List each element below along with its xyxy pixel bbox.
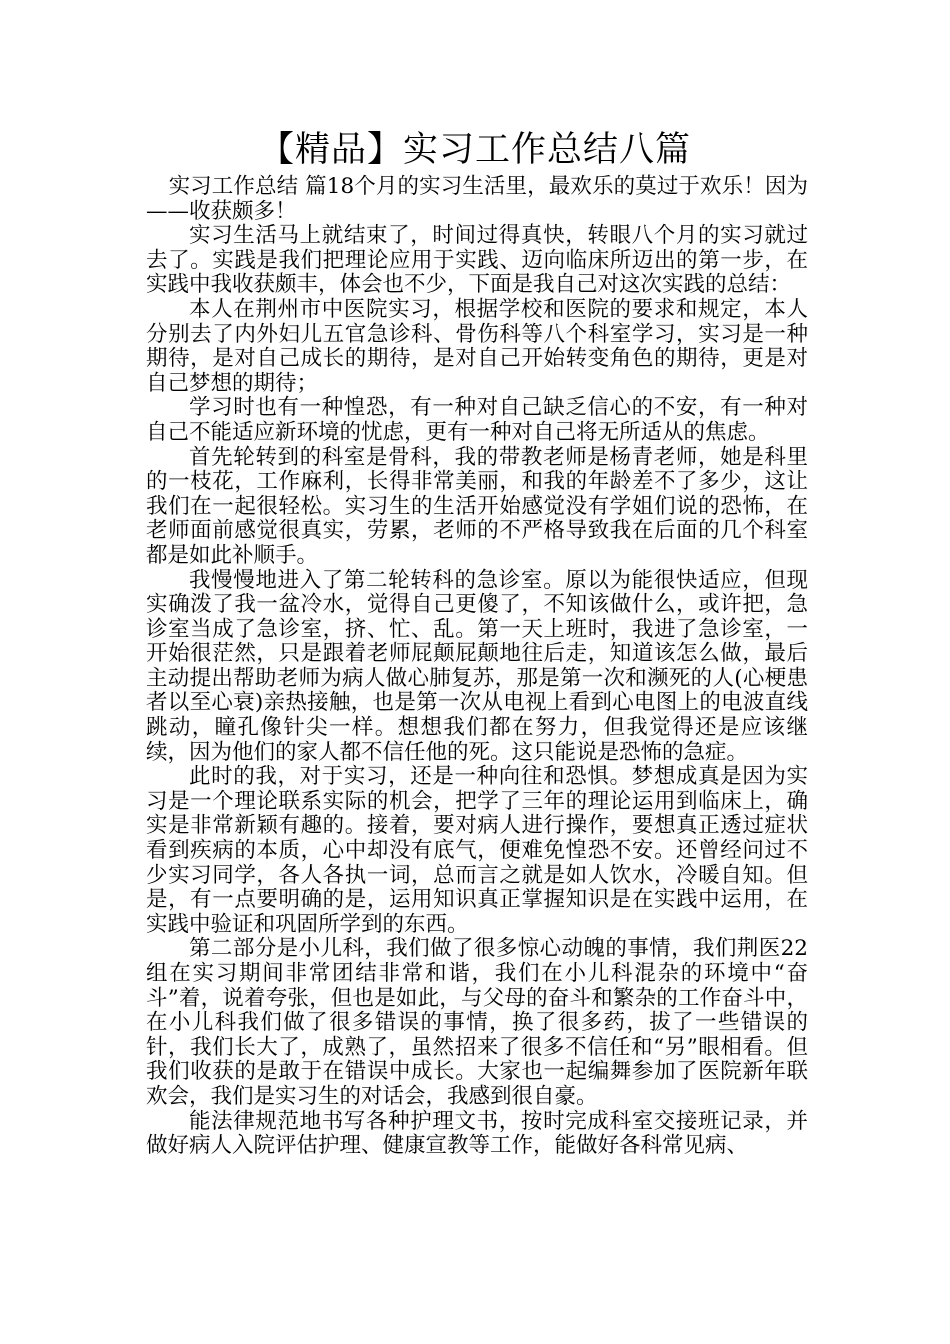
paragraph-emergency-room: 我慢慢地进入了第二轮转科的急诊室。原以为能很快适应，但现实确泼了我一盆冷水，觉得自己更傻了，不知该做什么，或许把，急诊室当成了急诊室，挤、忙、乱。第一天上班时，我进了急诊室，一开始很茫然，只是跟着老师屁颠屁颠地往后走，知道该怎么做，最后主动提出帮助老师为病人做心肺复苏，那是第一次和濒死的人(心梗患者以至心衰)亲热接触，也是第一次从电视上看到心电图上的电波直线跳动，瞳孔像针尖一样。想想我们都在努力，但我觉得还是应该继续，因为他们的家人都不信任他的死。这只能说是恐怖的急症。 [146, 567, 808, 765]
paragraph-summary-lead: 实习生活马上就结束了，时间过得真快，转眼八个月的实习就过去了。实践是我们把理论应用于实践、迈向临床所迈出的第一步，在实践中我收获颇丰，体会也不少，下面是我自己对这次实践的总结： [146, 223, 808, 298]
paragraph-internship-location: 本人在荆州市中医院实习，根据学校和医院的要求和规定，本人分别去了内外妇儿五官急诊科、骨伤科等八个科室学习，实习是一种期待，是对自己成长的期待，是对自己开始转变角色的期待，更是对自己梦想的期待； [146, 296, 808, 396]
paragraph-nursing-documents: 能法律规范地书写各种护理文书，按时完成科室交接班记录，并做好病人入院评估护理、健康宣教等工作，能做好各科常见病、 [146, 1108, 808, 1159]
paragraph-orthopedics: 首先轮转到的科室是骨科，我的带教老师是杨青老师，她是科里的一枝花，工作麻利，长得非常美丽，和我的年龄差不了多少，这让我们在一起很轻松。实习生的生活开始感觉没有学姐们说的恐怖，在老师面前感觉很真实，劳累，老师的不严格导致我在后面的几个科室都是如此补顺手。 [146, 444, 808, 568]
paragraph-pediatrics: 第二部分是小儿科，我们做了很多惊心动魄的事情，我们荆医22组在实习期间非常团结非常和谐，我们在小儿科混杂的环境中“奋斗”着，说着夸张，但也是如此，与父母的奋斗和繁杂的工作奋斗中，在小儿科我们做了很多错误的事情，换了很多药，拔了一些错误的针，我们长大了，成熟了，虽然招来了很多不信任和“另”眼相看。但我们收获的是敢于在错误中成长。大家也一起编舞参加了医院新年联欢会，我们是实习生的对话会，我感到很自豪。 [146, 936, 808, 1109]
paragraph-intro: 实习工作总结 篇18个月的实习生活里，最欢乐的莫过于欢乐！因为——收获颇多！ [146, 174, 808, 224]
paragraph-anxiety: 学习时也有一种惶恐，有一种对自己缺乏信心的不安，有一种对自己不能适应新环境的忧虑，更有一种对自己将无所适从的焦虑。 [146, 395, 808, 445]
document-body [146, 175, 808, 1159]
paragraph-reflection: 此时的我，对于实习，还是一种向往和恐惧。梦想成真是因为实习是一个理论联系实际的机会，把学了三年的理论运用到临床上，确实是非常新颖有趣的。接着，要对病人进行操作，要想真正透过症状看到疾病的本质，心中却没有底气，便难免惶恐不安。还曾经问过不少实习同学，各人各执一词，总而言之就是如人饮水，冷暖自知。但是，有一点要明确的是，运用知识真正掌握知识是在实践中运用，在实践中验证和巩固所学到的东西。 [146, 764, 808, 937]
document-title: 【精品】实习工作总结八篇 [258, 130, 691, 170]
